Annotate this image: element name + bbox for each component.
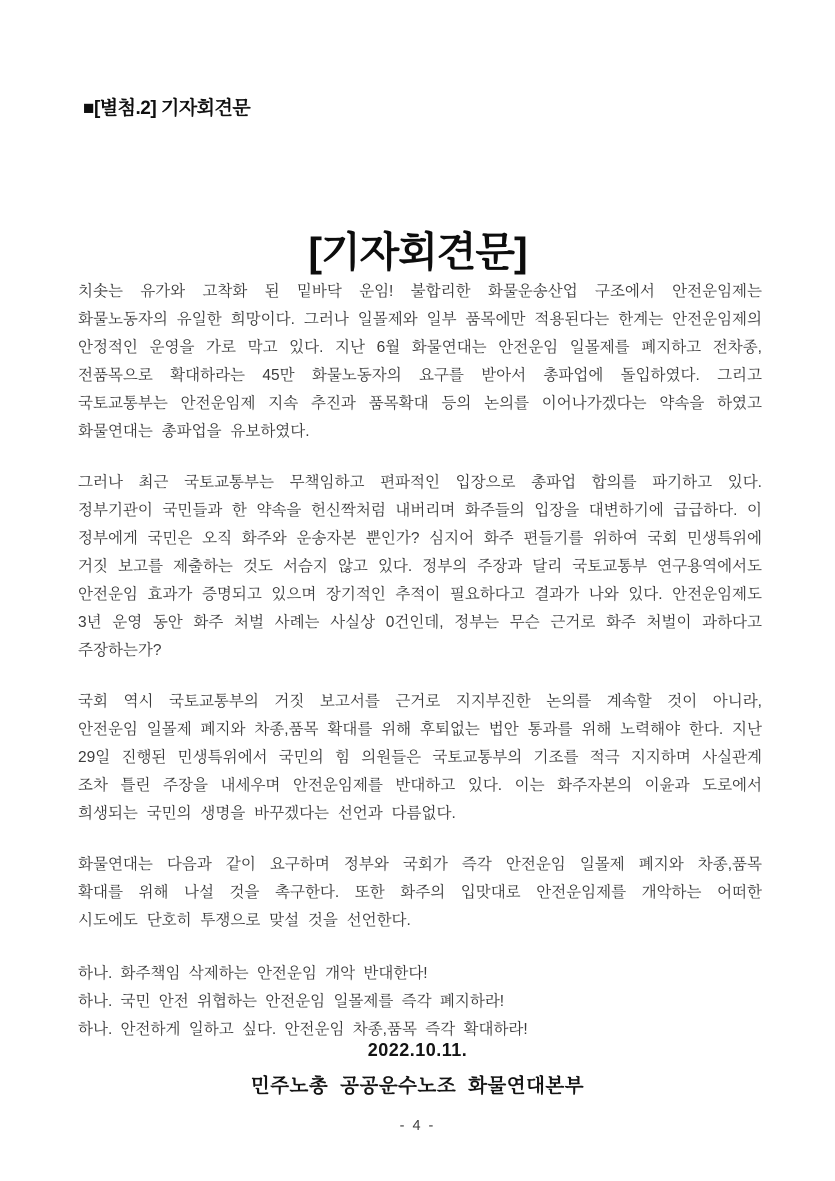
page-number: - 4 - (399, 1118, 436, 1134)
paragraph: 그러나 최근 국토교통부는 무책임하고 편파적인 입장으로 총파업 합의를 파기하고 있다. 정부기관이 국민들과 한 약속을 헌신짝처럼 내버리며 화주들의 입장을 대변하기에 급급하다. 이 정부에게 국민은 오직 화주와 운송자본 뿐인가? 심지어 화주 편들기를 위하여 국회 민생특위에 거짓 보고를 제출하는 것도 서슴지 않고 있다. 정부의 주장과 달리 국토교통부 연구용역에서도 안전운임 효과가 증명되고 있으며 장기적인 추적이 필요하다고 결과가 나와 있다. 안전운임제도 3년 운영 동안 화주 처벌 사례는 사실상 0건인데, 정부는 무슨 근거로 화주 처벌이 과하다고 주장하는가? (78, 474, 762, 659)
document-footer (0, 1040, 835, 1098)
paragraph: 화물연대는 다음과 같이 요구하며 정부와 국회가 즉각 안전운임 일몰제 폐지와 차종,품목 확대를 위해 나설 것을 촉구한다. 또한 화주의 입맛대로 안전운임제를 개악하는 어떠한 시도에도 단호히 투쟁으로 맞설 것을 선언한다. (78, 856, 762, 929)
demand-list (78, 960, 762, 1044)
page-title: [기자회견문] (308, 229, 527, 276)
demand-item: 하나. 안전하게 일하고 싶다. 안전운임 차종,품목 즉각 확대하라! (78, 1021, 528, 1038)
attachment-label: ■[별첨.2] 기자회견문 (83, 98, 251, 119)
document-date: 2022.10.11. (367, 1040, 468, 1060)
demand-item: 하나. 국민 안전 위협하는 안전운임 일몰제를 즉각 폐지하라! (78, 993, 505, 1010)
paragraph: 국회 역시 국토교통부의 거짓 보고서를 근거로 지지부진한 논의를 계속할 것이 아니라, 안전운임 일몰제 폐지와 차종,품목 확대를 위해 후퇴없는 법안 통과를 위해 노력해야 한다. 지난 29일 진행된 민생특위에서 국민의 힘 의원들은 국토교통부의 기조를 적극 지지하며 사실관계 조차 틀린 주장을 내세우며 안전운임제를 반대하고 있다. 이는 화주자본의 이윤과 도로에서 희생되는 국민의 생명을 바꾸겠다는 선언과 다름없다. (78, 693, 762, 822)
paragraph: 치솟는 유가와 고착화 된 밑바닥 운임! 불합리한 화물운송산업 구조에서 안전운임제는 화물노동자의 유일한 희망이다. 그러나 일몰제와 일부 품목에만 적용된다는 한계는 안전운임제의 안정적인 운영을 가로 막고 있다. 지난 6월 화물연대는 안전운임 일몰제를 폐지하고 전차종,전품목으로 확대하라는 45만 화물노동자의 요구를 받아서 총파업에 돌입하였다. 그리고 국토교통부는 안전운임제 지속 추진과 품목확대 등의 논의를 이어나가겠다는 약속을 하였고 화물연대는 총파업을 유보하였다. (78, 283, 762, 440)
document-body (78, 278, 762, 1044)
demand-item: 하나. 화주책임 삭제하는 안전운임 개악 반대한다! (78, 965, 428, 982)
organization-name: 민주노총 공공운수노조 화물연대본부 (250, 1075, 585, 1097)
